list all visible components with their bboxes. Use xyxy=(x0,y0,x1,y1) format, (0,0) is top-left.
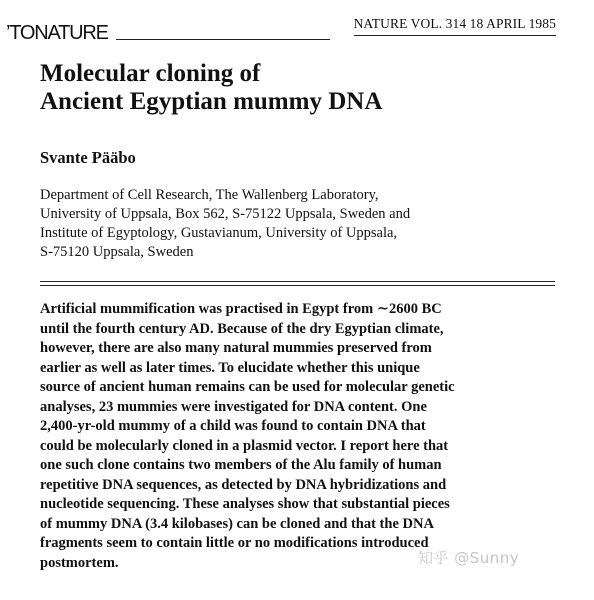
abstract-line: until the fourth century AD. Because of the dry Egyptian climate, xyxy=(40,320,444,337)
author-name: Svante Pääbo xyxy=(40,148,136,167)
abstract-line: however, there are also many natural mummies preserved from xyxy=(40,340,432,356)
abstract-line: postmortem. xyxy=(40,554,119,571)
abstract-line: Artificial mummification was practised in Egypt from ∼2600 BC xyxy=(40,301,442,317)
page-header xyxy=(6,16,556,44)
author-affiliation xyxy=(40,186,560,262)
abstract xyxy=(40,300,560,573)
abstract-line: of mummy DNA (3.4 kilobases) can be cloned and that the DNA xyxy=(40,515,434,532)
article-title: Molecular cloning of Ancient Egyptian mummy DNA xyxy=(40,60,383,115)
abstract-line: earlier as well as later times. To elucidate whether this unique xyxy=(40,359,420,376)
journal-section-label: ’TONATURE xyxy=(6,22,108,44)
abstract-line: fragments seem to contain little or no modifications introduced xyxy=(40,535,429,551)
abstract-line: repetitive DNA sequences, as detected by DNA hybridizations and xyxy=(40,476,447,493)
abstract-line: analyses, 23 mummies were investigated for DNA content. One xyxy=(40,398,427,415)
abstract-line: nucleotide sequencing. These analyses show that substantial pieces xyxy=(40,496,450,512)
abstract-line: source of ancient human remains can be used for molecular genetic xyxy=(40,379,455,395)
affiliation-line: Department of Cell Research, The Wallenberg Laboratory, xyxy=(40,187,379,203)
watermark: 知乎 @Sunny xyxy=(418,549,520,567)
affiliation-line: University of Uppsala, Box 562, S-75122 Uppsala, Sweden and xyxy=(40,206,411,222)
affiliation-line: Institute of Egyptology, Gustavianum, University of Uppsala, xyxy=(40,225,398,241)
journal-citation: NATURE VOL. 314 18 APRIL 1985 xyxy=(354,16,556,36)
header-rule xyxy=(116,39,330,40)
abstract-line: one such clone contains two members of the Alu family of human xyxy=(40,457,442,473)
section-divider-bottom xyxy=(40,285,555,286)
abstract-line: 2,400-yr-old mummy of a child was found to contain DNA that xyxy=(40,418,426,434)
section-divider-top xyxy=(40,281,555,282)
abstract-line: could be molecularly cloned in a plasmid vector. I report here that xyxy=(40,437,449,454)
affiliation-line: S-75120 Uppsala, Sweden xyxy=(40,244,194,260)
